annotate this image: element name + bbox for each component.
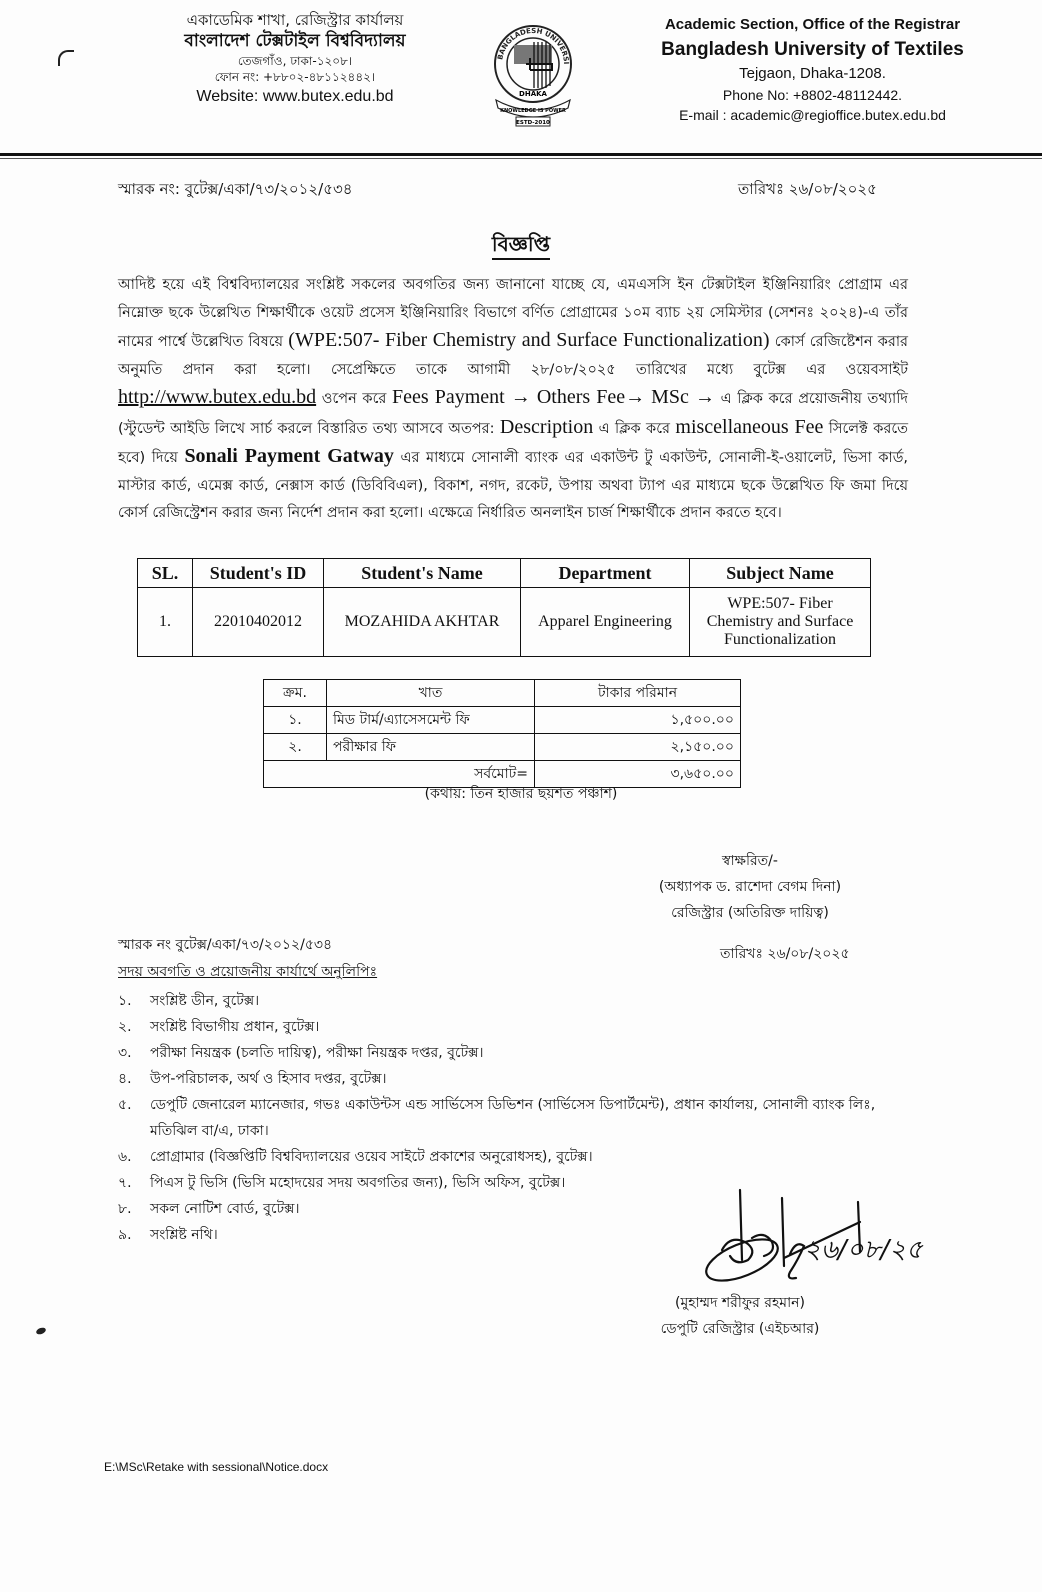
header-divider xyxy=(0,153,1042,156)
col-student-id: Student's ID xyxy=(193,559,324,588)
notice-title xyxy=(0,230,1042,263)
list-number: ৭. xyxy=(118,1175,132,1191)
scan-speck xyxy=(35,1326,46,1335)
fee-table-header xyxy=(264,680,741,707)
payment-path: Fees Payment → Others Fee→ MSc → xyxy=(392,386,715,408)
body-text-7: এর মাধ্যমে সোনালী ব্যাংক এর একাউন্ট টু একাউন্ট, সোনালী-ই-ওয়ালেট, ভিসা কার্ড, মাস্টার কার্ড, এমেক্স কার্ড, নেক্সাস কার্ড (ডিবিবিএল), বিকাশ, নগদ, রকেট, উপায় অথবা ট্যাপ এর মাধ্যমে ছকে উল্লেখিত ফি জমা দিয়ে কোর্স রেজিস্ট্রেশন করার জন্য নির্দেশ প্রদান করা হলো। এক্ষেত্রে নির্ধারিত অনলাইন চার্জ শিক্ষার্থীকে প্রদান করতে হবে। xyxy=(118,450,908,521)
deputy-signature-block xyxy=(600,1290,880,1342)
list-text: সংশ্লিষ্ট বিভাগীয় প্রধান, বুটেক্স। xyxy=(150,1019,320,1035)
scan-mark xyxy=(58,50,74,66)
header-english xyxy=(640,14,985,126)
list-number: ৮. xyxy=(118,1201,132,1217)
student-table-header xyxy=(138,559,871,588)
phone-bn: ফোন নং: +৮৮০২-৪৮১১২৪৪২। xyxy=(214,70,376,85)
copy-memo-number: স্মারক নং বুটেক্স/একা/৭৩/২০১২/৫৩৪ xyxy=(118,937,333,953)
list-item xyxy=(118,1092,918,1144)
body-text-6: সিলেক্ট করতে হবে) দিয়ে xyxy=(118,420,909,466)
office-name-bn: একাডেমিক শাখা, রেজিস্ট্রার কার্যালয় xyxy=(186,11,404,29)
butex-emblem-icon xyxy=(492,20,574,128)
svg-text:ESTD-2010: ESTD-2010 xyxy=(516,120,550,126)
list-text: পরীক্ষা নিয়ন্ত্রক (চলতি দায়িত্ব), পরীক্ষা নিয়ন্ত্রক দপ্তর, বুটেক্স। xyxy=(150,1045,484,1061)
fee-serial: ২. xyxy=(264,734,327,761)
svg-text:২৬/০৮/২৫: ২৬/০৮/২৫ xyxy=(804,1235,923,1265)
file-path: E:\MSc\Retake with sessional\Notice.docx xyxy=(104,1460,329,1474)
office-name-en: Academic Section, Office of the Registrar xyxy=(664,16,961,33)
col-amount: টাকার পরিমান xyxy=(535,680,741,707)
registrar-signature-block xyxy=(600,848,900,926)
header-bangla xyxy=(130,10,460,107)
list-number: ৩. xyxy=(118,1045,132,1061)
col-subject-name: Subject Name xyxy=(690,559,871,588)
body-text-4: এ ক্লিক করে প্রয়োজনীয় তথ্যাদি (স্টুডেন্ট আইডি লিখে সার্চ করলে বিস্তারিত তথ্য আসবে অতপর: xyxy=(118,391,909,437)
description-label: Description xyxy=(499,415,594,438)
list-text: পিএস টু ভিসি (ভিসি মহোদয়ের সদয় অবগতির জন্য), ভিসি অফিস, বুটেক্স। xyxy=(150,1175,566,1191)
header-divider-thin xyxy=(0,158,1042,159)
payment-gateway: Sonali Payment Gatway xyxy=(184,445,394,467)
table-row xyxy=(264,734,741,761)
cell-sl: 1. xyxy=(138,588,193,657)
svg-text:DHAKA: DHAKA xyxy=(519,90,547,98)
notice-body xyxy=(118,272,908,528)
memo-number: স্মারক নং: বুটেক্স/একা/৭৩/২০১২/৫৩৪ xyxy=(118,180,353,198)
list-number: ৫. xyxy=(118,1097,132,1113)
list-item xyxy=(118,988,918,1014)
fee-head: পরীক্ষার ফি xyxy=(327,734,535,761)
website-link[interactable]: http://www.butex.edu.bd xyxy=(118,386,317,408)
table-row xyxy=(264,707,741,734)
signed-label: স্বাক্ষরিত/- xyxy=(722,853,778,869)
svg-text:KNOWLEDGE IS POWER: KNOWLEDGE IS POWER xyxy=(500,108,566,114)
list-text: সংশ্লিষ্ট ডীন, বুটেক্স। xyxy=(150,993,260,1009)
cell-student-name: MOZAHIDA AKHTAR xyxy=(324,588,521,657)
fee-table xyxy=(263,679,741,788)
address-en: Tejgaon, Dhaka-1208. xyxy=(739,65,886,83)
svg-text:BANGLADESH UNIVERSITY OF TEXTI: BANGLADESH UNIVERSI xyxy=(496,26,571,65)
list-number: ১. xyxy=(118,993,132,1009)
university-name-en: Bangladesh University of Textiles xyxy=(661,38,964,60)
list-item xyxy=(118,1144,918,1170)
body-text-1: আদিষ্ট হয়ে এই বিশ্ববিদ্যালয়ের সংশ্লিষ্ট সকলের অবগতির জন্য জানানো যাচ্ছে যে, এমএসসি ইন টেক্সটাইল ইঞ্জিনিয়ারিং প্রোগ্রাম এর নিম্নোক্ত ছকে উল্লেখিত শিক্ষার্থীকে ওয়েট প্রসেস ইঞ্জিনিয়ারিং বিভাগে বর্ণিত প্রোগ্রামের ১০ম ব্যাচ ২য় সেমিস্টার (সেশনঃ ২০২৪)-এ তাঁর নামের পার্শ্বে উল্লেখিত বিষয়ে xyxy=(118,277,908,350)
col-head: খাত xyxy=(327,680,535,707)
signature-icon xyxy=(700,1180,923,1290)
handwritten-signature xyxy=(700,1180,923,1290)
student-table xyxy=(137,558,871,657)
list-text: প্রোগ্রামার (বিজ্ঞপ্তিটি বিশ্ববিদ্যালয়ের ওয়েব সাইটে প্রকাশের অনুরোধসহ), বুটেক্স। xyxy=(150,1149,593,1165)
amount-in-words: (কথায়: তিন হাজার ছয়শত পঞ্চাশ) xyxy=(424,786,618,802)
list-item xyxy=(118,1066,918,1092)
deputy-name: (মুহাম্মদ শরীফুর রহমান) xyxy=(675,1295,805,1311)
registrar-designation: রেজিস্ট্রার (অতিরিক্ত দায়িত্ব) xyxy=(671,905,829,921)
body-text-2: কোর্স রেজিষ্টেশন করার অনুমতি প্রদান করা হলো। সেপ্রেক্ষিতে তাকে আগামী ২৮/০৮/২০২৫ তারিখের মধ্যে বুটেক্স এর ওয়েবসাইট xyxy=(118,334,908,378)
list-text: সকল নোটিশ বোর্ড, বুটেক্স। xyxy=(150,1201,300,1217)
copy-heading: সদয় অবগতি ও প্রয়োজনীয় কার্যার্থে অনুলিপিঃ xyxy=(118,964,378,980)
table-row xyxy=(138,588,871,657)
university-name-bn: বাংলাদেশ টেক্সটাইল বিশ্ববিদ্যালয় xyxy=(184,31,406,52)
fee-total-value: ৩,৬৫০.০০ xyxy=(535,761,741,788)
fee-head: মিড টার্ম/এ্যাসেসমেন্ট ফি xyxy=(327,707,535,734)
phone-en: Phone No: +8802-48112442. xyxy=(722,87,903,104)
memo-date: তারিখঃ ২৬/০৮/২০২৫ xyxy=(738,180,877,198)
body-text-5: এ ক্লিক করে xyxy=(598,420,670,437)
list-text: সংশ্লিষ্ট নথি। xyxy=(150,1227,218,1243)
website[interactable]: Website: www.butex.edu.bd xyxy=(196,87,394,105)
body-text-3: ওপেন করে xyxy=(321,391,387,407)
list-item xyxy=(118,1014,918,1040)
email[interactable]: E-mail : academic@regioffice.butex.edu.bd xyxy=(679,107,946,124)
list-text: ডেপুটি জেনারেল ম্যানেজার, গভঃ একাউন্টস এন্ড সার্ভিসেস ডিভিশন (সার্ভিসেস ডিপার্টমেন্ট), প্রধান কার্যালয়, সোনালী ব্যাংক লিঃ, মতিঝিল বা/এ, ঢাকা। xyxy=(150,1097,876,1139)
fee-serial: ১. xyxy=(264,707,327,734)
list-item xyxy=(118,1040,918,1066)
col-sl: SL. xyxy=(138,559,193,588)
fee-amount: ১,৫০০.০০ xyxy=(535,707,741,734)
deputy-designation: ডেপুটি রেজিস্ট্রার (এইচআর) xyxy=(660,1321,820,1337)
fee-amount: ২,১৫০.০০ xyxy=(535,734,741,761)
address-bn: তেজগাঁও, ঢাকা-১২০৮। xyxy=(237,54,353,69)
col-student-name: Student's Name xyxy=(324,559,521,588)
registrar-name: (অধ্যাপক ড. রাশেদা বেগম দিনা) xyxy=(658,879,842,895)
list-number: ৬. xyxy=(118,1149,132,1165)
misc-fee-label: miscellaneous Fee xyxy=(675,415,824,438)
list-number: ৯. xyxy=(118,1227,132,1243)
copy-date: তারিখঃ ২৬/০৮/২০২৫ xyxy=(720,946,850,962)
list-text: উপ-পরিচালক, অর্থ ও হিসাব দপ্তর, বুটেক্স। xyxy=(150,1071,387,1087)
list-number: ২. xyxy=(118,1019,132,1035)
cell-department: Apparel Engineering xyxy=(521,588,690,657)
cell-student-id: 22010402012 xyxy=(193,588,324,657)
fee-total-label: সর্বমোট= xyxy=(264,761,535,788)
notice-title-text: বিজ্ঞপ্তি xyxy=(492,232,550,260)
list-number: ৪. xyxy=(118,1071,132,1087)
course-name: (WPE:507- Fiber Chemistry and Surface Functionalization) xyxy=(288,329,770,351)
col-department: Department xyxy=(521,559,690,588)
cell-subject-name: WPE:507- Fiber Chemistry and Surface Functionalization xyxy=(690,588,871,657)
university-logo xyxy=(492,20,574,128)
col-serial: ক্রম. xyxy=(264,680,327,707)
